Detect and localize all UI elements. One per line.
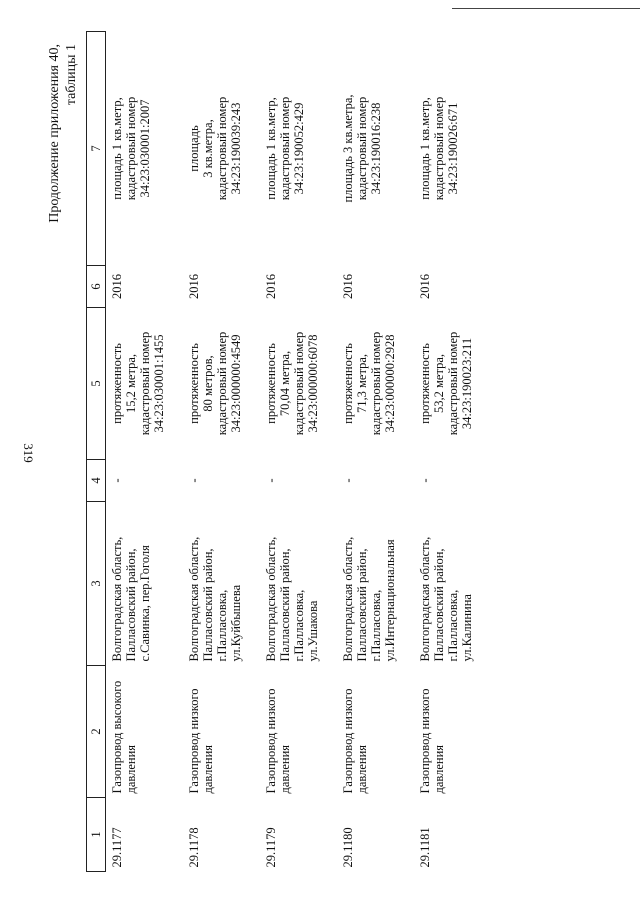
cell-line: Газопровод низкого [341, 688, 355, 794]
length-cell [260, 308, 337, 460]
cell-line: давления [355, 744, 369, 794]
length-cell [106, 308, 184, 460]
year-cell [106, 266, 184, 308]
cell-line: 34:23:190023:211 [460, 337, 474, 430]
cell-line: Волгоградская область, [264, 536, 278, 662]
cell-line: - [110, 478, 124, 483]
cell-line: площадь [187, 125, 201, 172]
cell-line: Газопровод низкого [187, 688, 201, 794]
cell-line: г.Палласовка, [292, 589, 306, 662]
top-rule [452, 8, 640, 9]
cell-line: 2016 [264, 274, 278, 299]
cell-line: протяженность [341, 343, 355, 424]
row-number-cell [260, 798, 337, 872]
cell-line: - [264, 478, 278, 483]
cell-line: Волгоградская область, [110, 536, 124, 662]
cell-line: 34:23:000000:6078 [306, 334, 320, 433]
table-row [260, 32, 337, 872]
cell-line: 29.1177 [110, 827, 124, 868]
column-header: 6 [87, 266, 106, 308]
cell-line: 29.1178 [187, 827, 201, 868]
length-cell [414, 308, 491, 460]
row-number-cell [337, 798, 414, 872]
area-cell [106, 32, 184, 266]
cell-line: ул.Куйбышева [229, 584, 243, 662]
cell-line: 34:23:190052:429 [292, 102, 306, 195]
column-header: 1 [87, 798, 106, 872]
cell-line: 34:23:190026:671 [446, 102, 460, 195]
cell-line: 2016 [341, 274, 355, 299]
cell-line: ул.Интернациональная [383, 539, 397, 662]
cell-line: Палласовский район, [201, 548, 215, 662]
address-cell [260, 502, 337, 666]
cell-line: 53,2 метра, [432, 354, 446, 413]
area-cell [260, 32, 337, 266]
address-cell [414, 502, 491, 666]
continuation-heading [46, 44, 80, 223]
cell-line: 2016 [418, 274, 432, 299]
cell-line: Волгоградская область, [418, 536, 432, 662]
cell-line: кадастровый номер [432, 96, 446, 201]
table-body [106, 32, 492, 872]
table-row [414, 32, 491, 872]
cell-line: Волгоградская область, [341, 536, 355, 662]
column-header: 5 [87, 308, 106, 460]
column-4-cell [260, 460, 337, 502]
cell-line: Газопровод низкого [264, 688, 278, 794]
cell-line: г.Палласовка, [215, 589, 229, 662]
row-number-cell [414, 798, 491, 872]
cell-line: 2016 [187, 274, 201, 299]
column-4-cell [106, 460, 184, 502]
row-number-cell [106, 798, 184, 872]
cell-line: 34:23:190016:238 [369, 102, 383, 195]
cell-line: кадастровый номер [369, 331, 383, 436]
cell-line: протяженность [418, 343, 432, 424]
area-cell [183, 32, 260, 266]
cell-line: Газопровод низкого [418, 688, 432, 794]
cell-line: кадастровый номер [355, 96, 369, 201]
column-header: 7 [87, 32, 106, 266]
cell-line: 29.1179 [264, 827, 278, 868]
cell-line: Палласовский район, [355, 548, 369, 662]
cell-line: площадь 1 кв.метр, [264, 97, 278, 200]
cell-line: 15,2 метра, [124, 354, 138, 413]
cell-line: - [341, 478, 355, 483]
address-cell [337, 502, 414, 666]
cell-line: кадастровый номер [215, 331, 229, 436]
cell-line: - [418, 478, 432, 483]
column-4-cell [183, 460, 260, 502]
cell-line: Газопровод высокого [110, 680, 124, 794]
cell-line: кадастровый номер [124, 96, 138, 201]
cell-line: протяженность [187, 343, 201, 424]
column-number-row [87, 32, 106, 872]
address-cell [183, 502, 260, 666]
object-name-cell [414, 666, 491, 798]
cell-line: давления [278, 744, 292, 794]
cell-line: Волгоградская область, [187, 536, 201, 662]
column-4-cell [414, 460, 491, 502]
object-name-cell [260, 666, 337, 798]
object-name-cell [337, 666, 414, 798]
cell-line: давления [201, 744, 215, 794]
cell-line: с.Савинка, пер.Гоголя [138, 545, 152, 662]
cell-line: протяженность [110, 343, 124, 424]
cell-line: давления [432, 744, 446, 794]
cell-line: 2016 [110, 274, 124, 299]
cell-line: Палласовский район, [124, 548, 138, 662]
year-cell [260, 266, 337, 308]
cell-line: кадастровый номер [292, 331, 306, 436]
heading-line-1: Продолжение приложения 40, [47, 44, 62, 223]
cell-line: протяженность [264, 343, 278, 424]
object-name-cell [183, 666, 260, 798]
cell-line: Палласовский район, [278, 548, 292, 662]
area-cell [337, 32, 414, 266]
cell-line: 3 кв.метра, [201, 119, 215, 178]
cell-line: давления [124, 744, 138, 794]
cell-line: 29.1181 [418, 827, 432, 868]
area-cell [414, 32, 491, 266]
year-cell [414, 266, 491, 308]
column-header: 4 [87, 460, 106, 502]
cell-line: 34:23:000000:4549 [229, 334, 243, 433]
year-cell [183, 266, 260, 308]
cell-line: 34:23:000000:2928 [383, 334, 397, 433]
address-cell [106, 502, 184, 666]
cell-line: кадастровый номер [215, 96, 229, 201]
table-row [183, 32, 260, 872]
cell-line: - [187, 478, 201, 483]
cell-line: площадь 1 кв.метр, [418, 97, 432, 200]
cell-line: ул.Ушакова [306, 600, 320, 662]
page-number: 319 [21, 443, 36, 463]
cell-line: г.Палласовка, [446, 589, 460, 662]
cell-line: кадастровый номер [278, 96, 292, 201]
column-header: 2 [87, 666, 106, 798]
cell-line: г.Палласовка, [369, 589, 383, 662]
cell-line: 29.1180 [341, 827, 355, 868]
cell-line: площадь 3 кв.метра, [341, 94, 355, 203]
row-number-cell [183, 798, 260, 872]
cell-line: ул.Калинина [460, 594, 474, 662]
cell-line: 34:23:030001:1455 [152, 334, 166, 433]
cell-line: 70,04 метра, [278, 350, 292, 417]
cell-line: кадастровый номер [446, 331, 460, 436]
length-cell [337, 308, 414, 460]
cell-line: 71,3 метра, [355, 354, 369, 413]
cell-line: Палласовский район, [432, 548, 446, 662]
rotated-page [40, 32, 600, 872]
column-header: 3 [87, 502, 106, 666]
registry-table [86, 31, 491, 872]
cell-line: 34:23:030001:2007 [138, 99, 152, 198]
cell-line: площадь 1 кв.метр, [110, 97, 124, 200]
object-name-cell [106, 666, 184, 798]
length-cell [183, 308, 260, 460]
cell-line: 80 метров, [201, 355, 215, 412]
cell-line: 34:23:190039:243 [229, 102, 243, 195]
heading-line-2: таблицы 1 [64, 44, 79, 106]
table-row [106, 32, 184, 872]
year-cell [337, 266, 414, 308]
table-row [337, 32, 414, 872]
column-4-cell [337, 460, 414, 502]
cell-line: кадастровый номер [138, 331, 152, 436]
